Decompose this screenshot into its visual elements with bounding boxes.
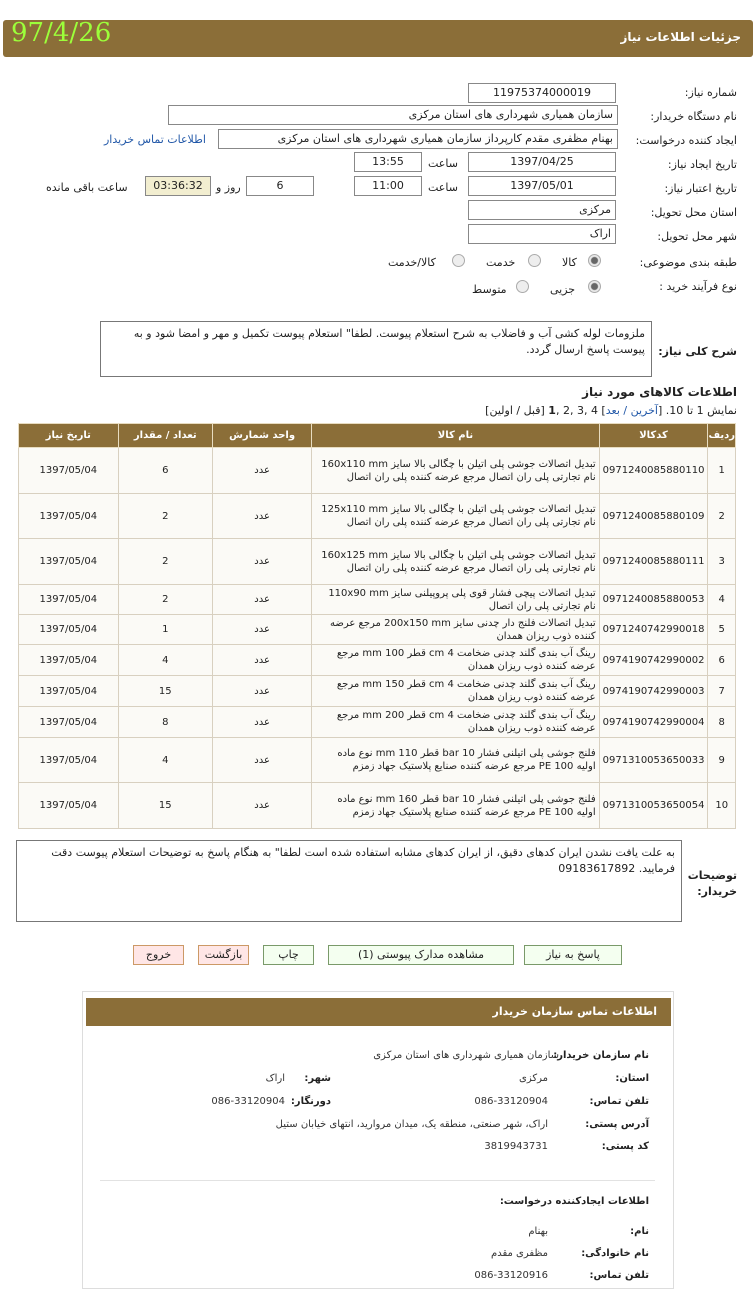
row-number-cell: 1 [708, 448, 736, 494]
unit-cell: عدد [212, 615, 311, 645]
pagination-prev-first[interactable]: [قبل / اولین] [485, 404, 545, 417]
need-date-cell: 1397/05/04 [19, 448, 119, 494]
need-date-cell: 1397/05/04 [19, 585, 119, 615]
item-code-cell: 0974190742990004 [599, 707, 708, 738]
contact-header [86, 998, 671, 1026]
created-date-field: 1397/04/25 [468, 152, 616, 172]
unit-cell: عدد [212, 783, 311, 829]
table-row [19, 539, 736, 585]
row-number-cell: 8 [708, 707, 736, 738]
unit-cell: عدد [212, 585, 311, 615]
quantity-cell: 1 [118, 615, 212, 645]
quantity-cell: 4 [118, 738, 212, 783]
row-number-cell: 7 [708, 676, 736, 707]
item-code-cell: 0974190742990002 [599, 645, 708, 676]
item-code-cell: 0971310053650054 [599, 783, 708, 829]
notes-label: توضیحات خریدار: [687, 869, 737, 898]
item-name-cell: تبدیل اتصالات جوشی پلی اتیلن با چگالی بالا سایز 160x110 mm نام تجارتی پلی ران اتصال مرجع عرضه کننده پلی ران اتصال [312, 448, 599, 494]
contact-postal-label: کد پستی: [601, 1141, 649, 1152]
need-date-cell: 1397/05/04 [19, 494, 119, 539]
contact-fax-label: دورنگار: [290, 1096, 331, 1107]
row-number-cell: 5 [708, 615, 736, 645]
goods-table-wrap [18, 423, 736, 829]
date-stamp: 97/4/26 [11, 18, 112, 48]
category-radio-both[interactable] [452, 254, 465, 267]
item-code-cell: 0971240085880053 [599, 585, 708, 615]
col-unit: واحد شمارش [212, 424, 311, 448]
remaining-label: ساعت باقی مانده [46, 181, 128, 194]
row-number-cell: 2 [708, 494, 736, 539]
table-row [19, 448, 736, 494]
unit-cell: عدد [212, 645, 311, 676]
creator-first-name: بهنام [528, 1226, 548, 1237]
reply-button[interactable]: پاسخ به نیاز [524, 945, 622, 965]
purchase-radio-small[interactable] [588, 280, 601, 293]
days-field: 6 [246, 176, 314, 196]
category-radio-goods[interactable] [588, 254, 601, 267]
valid-time-field: 11:00 [354, 176, 422, 196]
buyer-contact-link[interactable]: اطلاعات تماس خریدار [104, 133, 206, 146]
purchase-type-label: نوع فرآیند خرید : [659, 280, 737, 293]
valid-time-label: ساعت [428, 181, 458, 194]
row-number-cell: 3 [708, 539, 736, 585]
col-code: کدکالا [599, 424, 708, 448]
remaining-time-field: 03:36:32 [145, 176, 211, 196]
item-name-cell: فلنج جوشی پلی اتیلنی فشار 10 bar قطر 110 mm نوع ماده اولیه PE 100 مرجع عرضه کننده صنایع پلاستیک جهاد زمزم [312, 738, 599, 783]
col-quantity: تعداد / مقدار [118, 424, 212, 448]
col-name: نام کالا [312, 424, 599, 448]
need-date-cell: 1397/05/04 [19, 645, 119, 676]
contact-phone: 086-33120904 [474, 1096, 548, 1107]
contact-postal: 3819943731 [484, 1141, 548, 1152]
category-label: طبقه بندی موضوعی: [639, 256, 737, 269]
contact-org-label: نام سازمان خریدار: [553, 1050, 649, 1061]
goods-section-title: اطلاعات کالاهای مورد نیاز [582, 385, 737, 399]
row-number-cell: 6 [708, 645, 736, 676]
pagination-pages[interactable]: ] 4 ,3 ,2 , [555, 404, 606, 417]
creator-info-title: اطلاعات ایجادکننده درخواست: [499, 1196, 649, 1207]
quantity-cell: 6 [118, 448, 212, 494]
notes-box: به علت یافت نشدن ایران کدهای دقیق، از ایران کدهای مشابه استفاده شده است لطفا" به هنگام پاسخ به توضیحات استعلام پیوست دقت فرمایید. 09183617892 [16, 840, 682, 922]
category-option-both: کالا/خدمت [388, 256, 436, 269]
need-number-field: 11975374000019 [468, 83, 616, 103]
item-name-cell: تبدیل اتصالات جوشی پلی اتیلن با چگالی بالا سایز 160x125 mm نام تجارتی پلی ران اتصال مرجع عرضه کننده پلی ران اتصال [312, 539, 599, 585]
need-date-cell: 1397/05/04 [19, 539, 119, 585]
item-code-cell: 0971240742990018 [599, 615, 708, 645]
quantity-cell: 4 [118, 645, 212, 676]
item-name-cell: رینگ آب بندی گلند چدنی ضخامت 4 cm قطر 200 mm مرجع عرضه کننده ذوب ریزان همدان [312, 707, 599, 738]
pagination [485, 404, 737, 417]
contact-city: اراک [265, 1073, 285, 1084]
buyer-org-label: نام دستگاه خریدار: [650, 110, 737, 123]
table-row [19, 676, 736, 707]
contact-province: مرکزی [519, 1073, 548, 1084]
summary-box: ملزومات لوله کشی آب و فاضلاب به شرح استعلام پیوست. لطفا" استعلام پیوست تکمیل و مهر و امضا شود و به پیوست پاسخ ارسال گردد. [100, 321, 652, 377]
quantity-cell: 15 [118, 676, 212, 707]
attachments-button[interactable]: مشاهده مدارک پیوستی (1) [328, 945, 514, 965]
created-time-field: 13:55 [354, 152, 422, 172]
quantity-cell: 15 [118, 783, 212, 829]
quantity-cell: 8 [118, 707, 212, 738]
creator-field: بهنام مظفری مقدم کارپرداز سازمان همیاری شهرداری های استان مرکزی [218, 129, 618, 149]
item-code-cell: 0971240085880110 [599, 448, 708, 494]
row-number-cell: 4 [708, 585, 736, 615]
unit-cell: عدد [212, 707, 311, 738]
quantity-cell: 2 [118, 539, 212, 585]
pagination-next-last[interactable]: آخرین / بعد [605, 404, 658, 417]
row-number-cell: 10 [708, 783, 736, 829]
creator-last-name: مظفری مقدم [491, 1248, 548, 1259]
item-name-cell: رینگ آب بندی گلند چدنی ضخامت 4 cm قطر 150 mm مرجع عرضه کننده ذوب ریزان همدان [312, 676, 599, 707]
purchase-option-medium: متوسط [472, 283, 507, 296]
contact-divider [100, 1180, 655, 1181]
creator-first-name-label: نام: [630, 1226, 649, 1237]
contact-address: اراک، شهر صنعتی، منطقه یک، میدان مروارید، انتهای خیابان ستیل [275, 1119, 548, 1130]
city-field: اراک [468, 224, 616, 244]
buyer-org-field: سازمان همیاری شهرداری های استان مرکزی [168, 105, 618, 125]
unit-cell: عدد [212, 448, 311, 494]
item-name-cell: تبدیل اتصالات جوشی پلی اتیلن با چگالی بالا سایز 125x110 mm نام تجارتی پلی ران اتصال مرجع عرضه کننده پلی ران اتصال [312, 494, 599, 539]
pagination-current: 1 [548, 404, 556, 417]
creator-label: ایجاد کننده درخواست: [635, 134, 737, 147]
contact-title: اطلاعات تماس سازمان خریدار [492, 1005, 657, 1018]
item-code-cell: 0971310053650033 [599, 738, 708, 783]
back-button[interactable]: بازگشت [198, 945, 249, 965]
item-name-cell: تبدیل اتصالات فلنج دار چدنی سایز 200x150 mm مرجع عرضه کننده ذوب ریزان همدان [312, 615, 599, 645]
need-date-cell: 1397/05/04 [19, 738, 119, 783]
category-option-goods: کالا [562, 256, 577, 269]
item-name-cell: فلنج جوشی پلی اتیلنی فشار 10 bar قطر 160 mm نوع ماده اولیه PE 100 مرجع عرضه کننده صنایع پلاستیک جهاد زمزم [312, 783, 599, 829]
need-date-cell: 1397/05/04 [19, 707, 119, 738]
created-time-label: ساعت [428, 157, 458, 170]
unit-cell: عدد [212, 494, 311, 539]
col-row-number: ردیف [708, 424, 736, 448]
purchase-option-small: جزیی [550, 283, 576, 296]
item-name-cell: رینگ آب بندی گلند چدنی ضخامت 4 cm قطر 100 mm مرجع عرضه کننده ذوب ریزان همدان [312, 645, 599, 676]
col-date: تاریخ نیاز [19, 424, 119, 448]
unit-cell: عدد [212, 539, 311, 585]
unit-cell: عدد [212, 738, 311, 783]
page-header [3, 20, 753, 57]
days-label: روز و [216, 181, 241, 194]
quantity-cell: 2 [118, 494, 212, 539]
row-number-cell: 9 [708, 738, 736, 783]
creator-last-name-label: نام خانوادگی: [581, 1248, 649, 1259]
city-label: شهر محل تحویل: [657, 230, 737, 243]
contact-panel [82, 991, 674, 1289]
contact-fax: 086-33120904 [211, 1096, 285, 1107]
item-code-cell: 0971240085880109 [599, 494, 708, 539]
contact-org: سازمان همیاری شهرداری های استان مرکزی [373, 1050, 559, 1061]
creator-phone-label: تلفن تماس: [589, 1270, 649, 1281]
print-button[interactable]: چاپ [263, 945, 314, 965]
page-title: جزئیات اطلاعات نیاز [620, 30, 741, 44]
quantity-cell: 2 [118, 585, 212, 615]
category-option-service: خدمت [486, 256, 516, 269]
unit-cell: عدد [212, 676, 311, 707]
table-row [19, 707, 736, 738]
contact-city-label: شهر: [304, 1073, 331, 1084]
table-row [19, 783, 736, 829]
table-row [19, 494, 736, 539]
table-row [19, 585, 736, 615]
item-code-cell: 0971240085880111 [599, 539, 708, 585]
table-row [19, 615, 736, 645]
province-field: مرکزی [468, 200, 616, 220]
purchase-radio-medium[interactable] [516, 280, 529, 293]
created-date-label: تاریخ ایجاد نیاز: [667, 158, 737, 171]
need-date-cell: 1397/05/04 [19, 615, 119, 645]
province-label: استان محل تحویل: [650, 206, 737, 219]
item-code-cell: 0974190742990003 [599, 676, 708, 707]
goods-table [18, 423, 736, 829]
contact-province-label: استان: [615, 1073, 649, 1084]
need-date-cell: 1397/05/04 [19, 783, 119, 829]
pagination-prefix: نمایش 1 تا 10. [ [657, 404, 737, 417]
table-row [19, 738, 736, 783]
need-number-label: شماره نیاز: [684, 86, 737, 99]
creator-phone: 086-33120916 [474, 1270, 548, 1281]
valid-date-field: 1397/05/01 [468, 176, 616, 196]
valid-date-label: تاریخ اعتبار نیاز: [664, 182, 737, 195]
need-date-cell: 1397/05/04 [19, 676, 119, 707]
contact-phone-label: تلفن تماس: [589, 1096, 649, 1107]
category-radio-service[interactable] [528, 254, 541, 267]
item-name-cell: تبدیل اتصالات پیچی فشار قوی پلی پروپیلنی سایز 110x90 mm نام تجارتی پلی ران اتصال [312, 585, 599, 615]
exit-button[interactable]: خروج [133, 945, 184, 965]
contact-address-label: آدرس پستی: [585, 1119, 649, 1130]
goods-table-header [19, 424, 736, 448]
table-row [19, 645, 736, 676]
summary-label: شرح کلی نیاز: [658, 345, 737, 358]
